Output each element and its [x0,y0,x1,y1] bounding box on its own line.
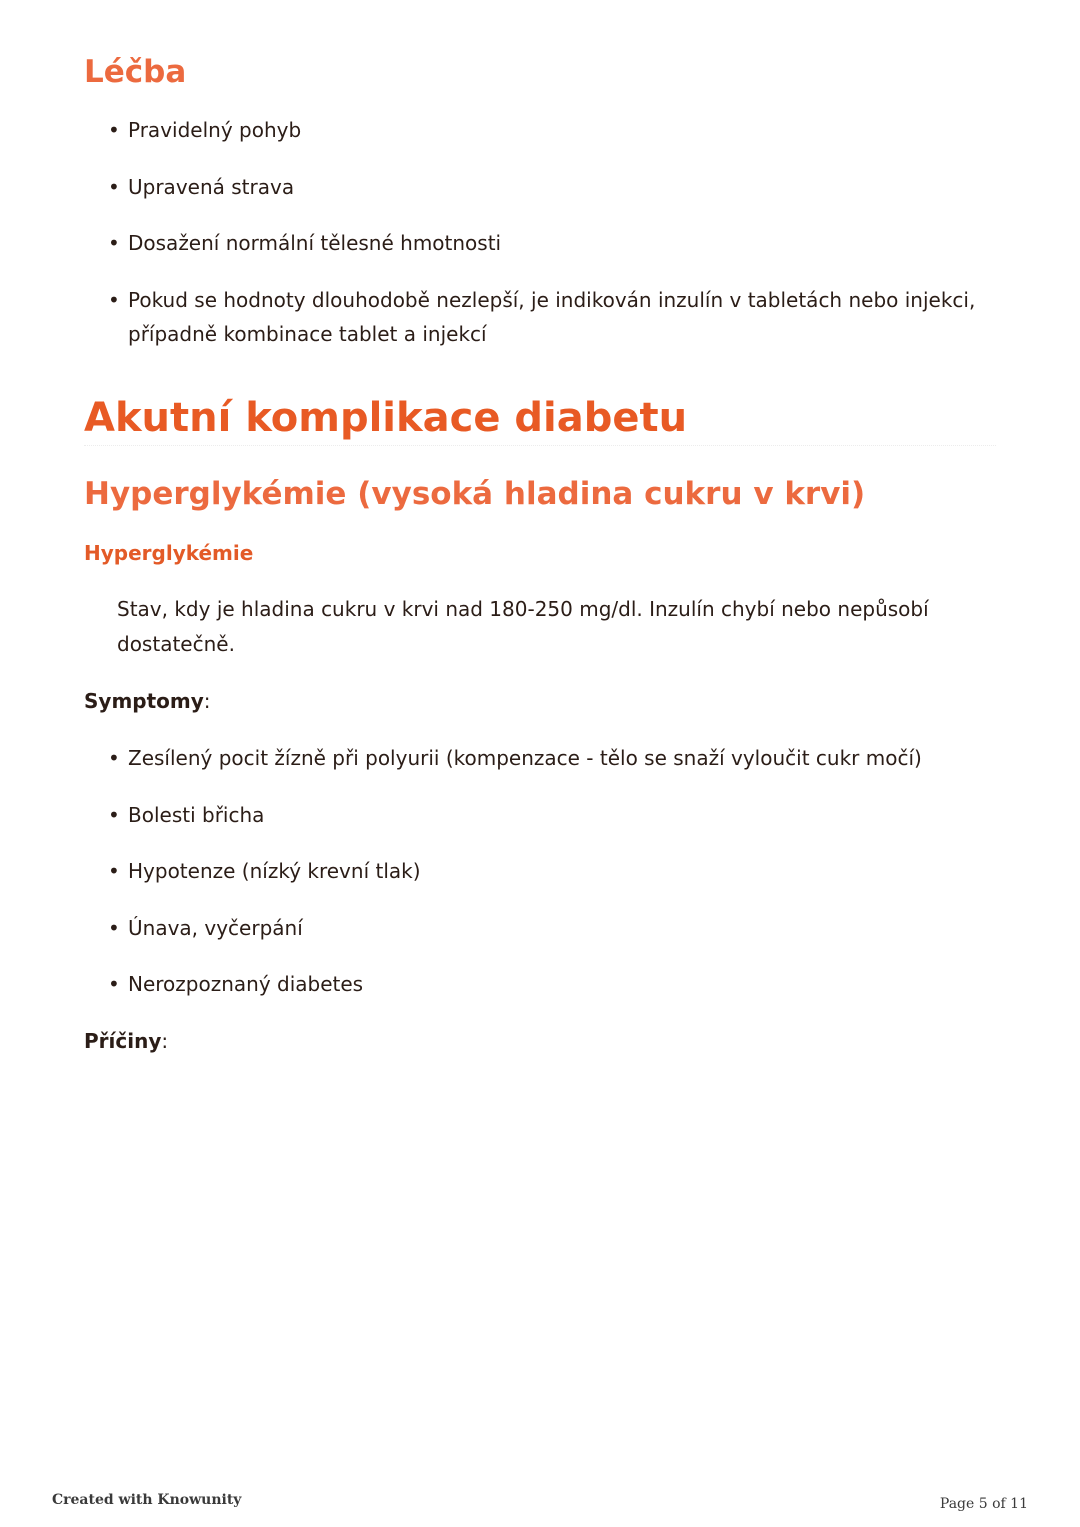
bullet-icon: • [108,802,120,827]
list-item: • Únava, vyčerpání [108,911,1008,945]
definition-paragraph: Stav, kdy je hladina cukru v krvi nad 180-250 mg/dl. Inzulín chybí nebo nepůsobí dostatečně. [117,597,929,656]
bullet-icon: • [108,287,120,312]
heading-treatment: Léčba [84,54,187,90]
symptoms-list [108,741,1008,1024]
treatment-list [108,113,1008,373]
bullet-icon: • [108,746,120,770]
bullet-icon: • [108,915,120,940]
bullet-icon: • [108,118,120,142]
causes-label: Příčiny: [84,1029,169,1053]
list-item: • Pravidelný pohyb [108,113,1008,147]
bullet-icon: • [108,972,120,996]
bullet-icon: • [108,231,120,255]
list-item: • Bolesti břicha [108,798,1008,832]
heading-divider [84,445,996,446]
list-item: • Dosažení normální tělesné hmotnosti [108,226,1008,260]
bullet-icon: • [108,859,120,883]
subheading-hyperglycemia: Hyperglykémie [84,541,254,565]
list-item: • Pokud se hodnoty dlouhodobě nezlepší, je indikován inzulín v tabletách nebo injekci, případně kombinace tablet a injekcí [108,283,1008,351]
list-item: • Upravená strava [108,170,1008,204]
heading-hyperglycemia: Hyperglykémie (vysoká hladina cukru v krvi) [84,476,866,512]
footer-created-with: Created with Knowunity [52,1492,242,1508]
heading-acute-complications: Akutní komplikace diabetu [84,395,688,441]
bullet-icon: • [108,174,120,199]
footer-page-number: Page 5 of 11 [939,1496,1028,1512]
list-item: • Hypotenze (nízký krevní tlak) [108,854,1008,888]
symptoms-label: Symptomy: [84,689,211,713]
list-item: • Zesílený pocit žízně při polyurii (kompenzace - tělo se snaží vyloučit cukr močí) [108,741,1008,775]
list-item: • Nerozpoznaný diabetes [108,967,1008,1001]
